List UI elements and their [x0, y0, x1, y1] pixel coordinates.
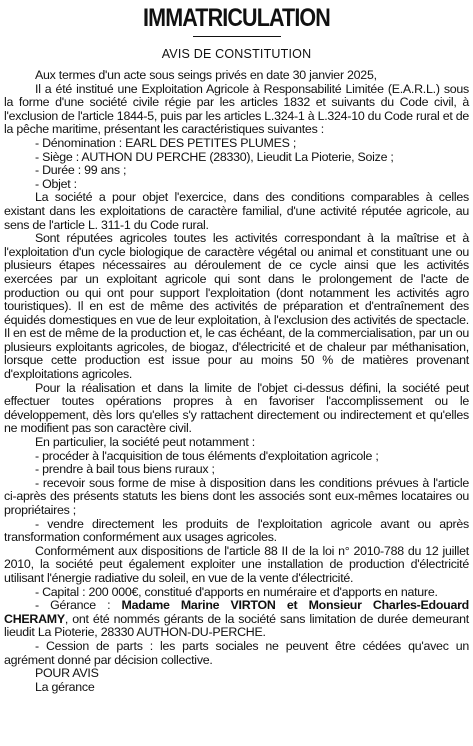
gerance-names: Madame Marine VIRTON et Monsieur Charles-Edouard CHERAMY — [4, 598, 469, 626]
notice-body — [4, 69, 469, 694]
gerance-prefix: - Gérance : — [35, 598, 122, 613]
list-item-vendre: - vendre directement les produits de l'exploitation agricole avant ou après transformation conformément aux usages agricoles. — [4, 516, 469, 545]
paragraph-realisation: Pour la réalisation et dans la limite de l'objet ci-dessus défini, la société peut effectuer toutes opérations propres à en favoriser l'accomplissement ou le développement, dès lors qu'elles s'y rattachent directement ou indirectement et qu'elles ne modifient pas son caractère civil. — [4, 380, 469, 436]
paragraph-particulier: En particulier, la société peut notamment : — [35, 435, 255, 450]
closing-signature: La gérance — [35, 679, 95, 694]
list-item-gerance — [4, 599, 469, 640]
notice-subtitle: AVIS DE CONSTITUTION — [161, 47, 312, 61]
list-item-prendre: - prendre à bail tous biens ruraux ; — [35, 462, 215, 477]
list-item-objet: - Objet : — [35, 176, 77, 191]
title-underline — [193, 36, 281, 37]
gerance-suffix: , ont été nommés gérants de la société sans limitation de durée demeurant lieudit La Pioterie, 28330 AUTHON-DU-PERCHE. — [4, 611, 469, 640]
list-item-siege: - Siège : AUTHON DU PERCHE (28330), Lieudit La Pioterie, Soize ; — [35, 149, 394, 164]
paragraph-activites: Sont réputées agricoles toutes les activités correspondant à la maîtrise et à l'exploitation d'un cycle biologique de caractère végétal ou animal et constituant une ou plusieurs étapes nécessaires au déroulement de ce cycle ainsi que les activités exercées par un exploitant agricole qui sont dans le prolongement de l'acte de production ou qui ont pour support l'exploitation (dont notamment les activités agro touristiques). Il en est de même des activités de préparation et d'entraînement des équidés domestiques en vue de leur exploitation, à l'exclusion des activités de spectacle. Il en est de même de la production et, le cas échéant, de la commercialisation, par un ou plusieurs exploitants agricoles, de biogaz, d'électricité et de chaleur par méthanisation, lorsque cette production est issue pour au moins 50 % de matières provenant d'exploitations agricoles. — [4, 231, 469, 382]
notice-title: IMMATRICULATION — [143, 4, 330, 32]
paragraph-conformement: Conformément aux dispositions de l'article 88 II de la loi n° 2010-788 du 12 juillet 2010, la société peut également exploiter une installation de production d'électricité utilisant l'énergie radiative du soleil, en vue de la vente d'électricité. — [4, 543, 469, 585]
paragraph-objet: La société a pour objet l'exercice, dans des conditions comparables à celles existant dans les exploitations de caractère familial, d'une activité réputée agricole, au sens de l'article L. 311-1 du Code rural. — [4, 190, 469, 232]
list-item-duree: - Durée : 99 ans ; — [35, 163, 127, 178]
list-item-recevoir: - recevoir sous forme de mise à disposition dans les conditions prévues à l'article ci-après des présents statuts les biens dont les associés sont eux-mêmes locataires ou propriétaires ; — [4, 475, 469, 517]
list-item-denomination: - Dénomination : EARL DES PETITES PLUMES ; — [35, 135, 297, 150]
list-item-capital: - Capital : 200 000€, constitué d'apports en numéraire et d'apports en nature. — [35, 584, 438, 599]
paragraph-intro: Aux termes d'un acte sous seings privés en date 30 janvier 2025, — [35, 68, 377, 82]
paragraph-institution: Il a été institué une Exploitation Agricole à Responsabilité Limitée (E.A.R.L.) sous la forme d'une société civile régie par les articles 1832 et suivants du Code civil, à l'exclusion de l'article 1844-5, puis par les articles L.324-1 à L.324-10 du Code rural et de la pêche maritime, présentant les caractéristiques suivantes : — [4, 81, 470, 137]
closing-pour-avis: POUR AVIS — [35, 666, 99, 681]
list-item-proceder: - procéder à l'acquisition de tous éléments d'exploitation agricole ; — [35, 448, 379, 463]
list-item-cession: - Cession de parts : les parts sociales ne peuvent être cédées qu'avec un agrément donné par décision collective. — [4, 638, 469, 667]
